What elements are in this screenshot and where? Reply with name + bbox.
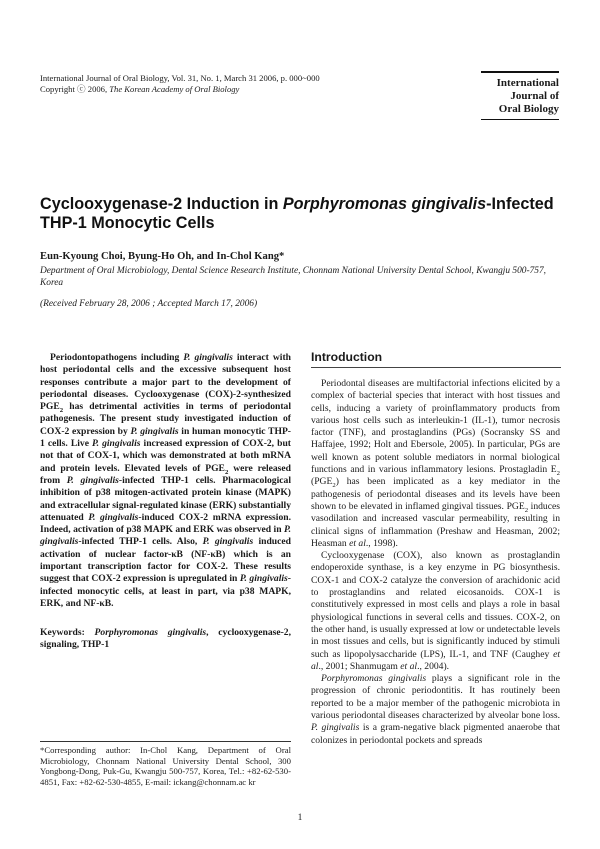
species-name: P. gingivalis xyxy=(202,536,254,548)
author-list: Eun-Kyoung Choi, Byung-Ho Oh, and In-Chol Kang* xyxy=(40,251,285,262)
intro-paragraph-3 xyxy=(311,673,560,747)
intro-text: induces vasodilation and increased vascular permeability, resulting in clinical signs of inflammation (Preshaw and Heasman, 2002; Heasman xyxy=(311,500,560,549)
abstract xyxy=(40,352,291,610)
affiliation: Department of Oral Microbiology, Dental Science Research Institute, Chonnam National University Dental School, Kwangju 500-757, Korea xyxy=(40,266,547,289)
journal-citation: International Journal of Oral Biology, Vol. 31, No. 1, March 31 2006, p. 000~000 xyxy=(40,73,320,83)
keyword-species: Porphyromonas gingivalis xyxy=(94,627,207,638)
abstract-text: Periodontopathogens including xyxy=(50,352,184,363)
subscript: 2 xyxy=(556,469,560,477)
abstract-text: has detrimental activities in terms of periodontal pathogenesis. The present study investigated induction of COX-2 expression by xyxy=(40,401,291,437)
keywords-rest: , cyclooxygenase-2, signaling, THP-1 xyxy=(40,627,291,651)
intro-text: Cyclooxygenase (COX), also known as prostaglandin endoperoxide synthase, is a key enzyme in PG biosynthesis. COX-1 and COX-2 catalyze the conversion of arachidonic acid to prostaglandins and related eicosanoids. COX-1 is constitutively expressed in most cells and plays a role in basal physiological functions in several cells and tissues. COX-2, on the other hand, is usually expressed at low or undetectable levels in most tissues and cells, but is significantly induced by stimuli such as lipopolysaccharide (LPS), IL-1, and TNF (Caughey xyxy=(311,550,560,660)
subscript: 2 xyxy=(524,506,529,514)
species-name: P. gingivalis xyxy=(88,511,139,523)
copyright-org: The Korean Academy of Oral Biology xyxy=(109,84,240,94)
intro-paragraph-2 xyxy=(311,550,560,673)
copyright-year: 2006, xyxy=(85,84,110,94)
paper-title xyxy=(40,195,560,232)
copyright-symbol: ⓒ xyxy=(77,84,86,94)
species-name: P. gingivalis xyxy=(92,438,141,450)
species-name: P. gingivalis xyxy=(40,524,291,548)
et-al: et al xyxy=(311,648,560,672)
page-number: 1 xyxy=(297,813,303,823)
abstract-text: -induced COX-2 mRNA expression. Indeed, activation of p38 MAPK and ERK was observed in xyxy=(40,511,291,536)
introduction-body xyxy=(311,378,560,747)
copyright-prefix: Copyright xyxy=(40,84,78,94)
introduction-heading: Introduction xyxy=(311,350,561,368)
intro-text: ) has been implicated as a key mediator in the pathogenesis of periodontal diseases and its levels have been shown to be elevated in inflamed gingival tissues. PGE xyxy=(311,476,560,512)
abstract-text: interact with host periodontal cells and the excessive subsequent host responses contribute a major part to the development of periodontal diseases. Cyclooxygenase (COX)-2-synthesized PGE xyxy=(40,352,291,413)
intro-text: ., 2001; Shanmugam xyxy=(318,660,401,672)
intro-paragraph-1 xyxy=(311,378,560,550)
intro-text: ., 2004). xyxy=(417,660,450,672)
title-species: Porphyromonas gingivalis xyxy=(282,195,487,213)
species-name: P. gingivalis xyxy=(183,352,233,363)
abstract-text: -infected THP-1 cells. Also, xyxy=(78,536,203,548)
intro-text: Periodontal diseases are multifactorial infections elicited by a complex of bacterial species that interact with host tissues and cells, inducing a variety of proinflammatory products from various host cells such as interleukin-1 (IL-1), tumor necrosis factor (TNF), and prostaglandins (PGs) (Socransky SS and Haffajee, 1992; Holt and Ebersole, 2005). In particular, PGs are well known as potent soluble mediators in normal biological functions and in various inflammatory lesions. Prostagladin E xyxy=(311,378,560,476)
journal-name-box xyxy=(481,71,559,120)
species-name: P. gingivalis xyxy=(239,573,288,585)
species-name: P. gingivalis xyxy=(311,722,360,734)
abstract-text: -infected monocytic cells, at least in part, via p38 MAPK, ERK, and NF-κB. xyxy=(40,573,291,609)
abstract-text: were released from xyxy=(40,462,291,486)
intro-text: is a gram-negative black pigmented anaerobe that colonizes in periodontal pockets and spreads xyxy=(311,722,560,746)
keywords xyxy=(40,627,291,652)
intro-text: plays a significant role in the progression of chronic periodontitis. It has routinely been reported to be a major member of the pathogenic microbiota in various periodontal diseases characterized by alveolar bone loss. xyxy=(311,673,560,722)
journal-name-line-2: Journal of xyxy=(510,90,559,102)
keywords-label: Keywords: xyxy=(40,627,95,638)
intro-text: (PGE xyxy=(311,476,333,488)
abstract-text: -infected THP-1 cells. Pharmacological inhibition of p38 mitogen-activated protein kinase (MAPK) and extracellular signal-regulated kinase (ERK) substantially attenuated xyxy=(40,474,291,523)
abstract-text: increased expression of COX-2, but not that of COX-1, which was demonstrated at both mRNA and protein levels. Elevated levels of PGE xyxy=(40,438,291,474)
copyright-line xyxy=(40,84,239,95)
journal-name-line-1: International xyxy=(496,77,559,89)
species-name: Porphyromonas gingivalis xyxy=(321,673,427,685)
title-part-2: -Infected xyxy=(486,195,554,213)
abstract-text: in human monocytic THP-1 cells. Live xyxy=(40,425,291,450)
subscript: 2 xyxy=(59,407,64,415)
title-part-1: Cyclooxygenase-2 Induction in xyxy=(40,195,283,213)
corresponding-author-footnote: *Corresponding author: In-Chol Kang, Department of Oral Microbiology, Chonnam National University Dental School, 300 Yongbong-Dong, Puk-Gu, Kwangju 500-757, Korea, Tel.: +82-62-530-4851, Fax: +82-62-530-4855, E-mail: ickang@chonnam.ac kr xyxy=(40,741,291,788)
abstract-paragraph xyxy=(40,352,291,610)
subscript: 2 xyxy=(224,468,229,476)
species-name: P. gingivalis xyxy=(130,425,179,437)
journal-box-rule xyxy=(481,119,559,120)
subscript: 2 xyxy=(332,482,336,490)
journal-name-line-3: Oral Biology xyxy=(498,103,559,115)
abstract-text: induced activation of nuclear factor-κB (NF-κB) which is an important transcription factor for COX-2. These results suggest that COX-2 expression is upregulated in xyxy=(40,536,291,585)
et-al: et al xyxy=(400,660,418,672)
intro-text: ., 1998). xyxy=(365,537,398,549)
received-dates: (Received February 28, 2006 ; Accepted March 17, 2006) xyxy=(40,299,258,309)
title-line-2: THP-1 Monocytic Cells xyxy=(40,213,215,232)
species-name: P. gingivalis xyxy=(66,474,119,486)
et-al: et al xyxy=(349,537,366,549)
